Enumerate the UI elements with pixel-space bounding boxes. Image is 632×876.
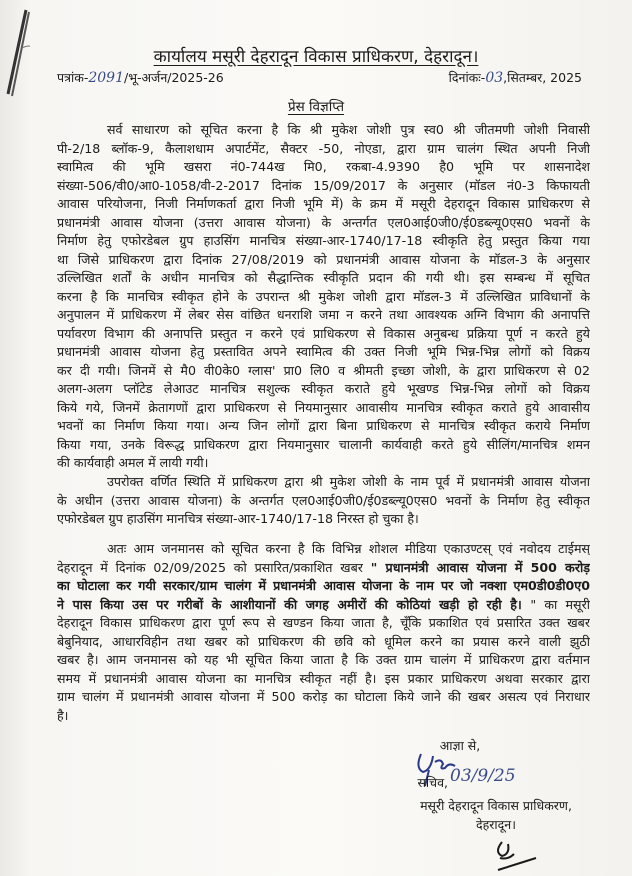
text-segment: है। <box>57 707 69 723</box>
authority-name: मसूरी देहरादून विकास प्राधिकरण, <box>420 798 572 813</box>
text-segment: के अधीन (उत्तरा आवास योजना) के अन्तर्गत एल0आई0जी0/ई0डब्ल्यू0एस0 भवनों के निर्माण हेतु स्वीकृत <box>57 492 590 508</box>
text-segment: खबर है। आम जनमानस को यह भी सूचित किया जाता है कि उक्त ग्राम चालंग में प्राधिकरण द्वारा वर्तमान <box>57 652 590 667</box>
text-line <box>57 362 590 381</box>
text-segment: अनुपालन में प्राधिकरण में लेबर सेस वांछित धनराशि जमा न करने तथा आवश्यक अग्नि विभाग की अनापत्ति <box>57 307 590 322</box>
text-line <box>57 651 590 670</box>
text-segment: बेबुनियाद, आधारविहीन तथा खबर को प्राधिकरण की छवि को धूमिल करने का प्रयास करने वाली झुठी <box>57 633 590 649</box>
text-line <box>57 454 590 473</box>
text-line <box>57 399 590 418</box>
paragraph-rebuttal <box>57 540 590 725</box>
text-segment: देहरादून में दिनांक 02/09/2025 को प्रसारित/प्रकाशित खबर <box>57 559 371 575</box>
text-line <box>57 306 590 325</box>
text-segment: अतः आम जनमानस को सूचित करना है कि विभिन्न शोशल मीडिया एकाउण्टस् एवं नवोदय टाईमस् <box>107 541 590 556</box>
text-segment: उपरोक्त वर्णित स्थिति में प्राधिकरण द्वारा श्री मुकेश जोशी के नाम पूर्व में प्रधानमंत्री आवास योजना <box>107 474 590 489</box>
text-line <box>57 158 590 177</box>
text-segment: संख्या-506/वी0/आ0-1058/वी-2-2017 दिनांक 15/09/2017 के अनुसार (मॉडल नं0-3 किफायती <box>57 177 590 193</box>
text-line <box>57 269 590 288</box>
text-line <box>57 177 590 196</box>
press-release-heading: प्रेस विज्ञप्ति <box>287 99 345 115</box>
text-line <box>57 288 590 307</box>
text-segment: आवास परियोजना, निजी निर्माणकर्ता द्वारा निजी भूमि में) के क्रम में मसूरी देहरादून विकास प्राधिकरण से <box>57 196 590 211</box>
text-segment: की कार्यवाही अमल में लायी गयी। <box>57 455 209 470</box>
text-segment: था जिसे प्राधिकरण द्वारा दिनांक 27/08/2019 को प्रधानमंत्री आवास योजना के मॉडल-3 के अनुसार <box>57 251 590 267</box>
text-line <box>57 670 590 689</box>
text-segment: ग्राम चालंग में प्रधानमंत्री आवास योजना में 500 करोड़ का घोटाला किये जाने की खबर असत्य एवं निराधार <box>57 689 590 704</box>
text-line <box>57 195 590 214</box>
text-segment: किये गये, जिनमें क्रेतागणों द्वारा प्राधिकरण से नियमानुसार आवासीय मानचित्र स्वीकृत कराते हुये आवासीय <box>57 399 590 415</box>
paragraph-cancellation <box>57 473 590 529</box>
designation: सचिव, <box>417 775 448 790</box>
text-line <box>57 121 590 140</box>
office-title: कार्यालय मसूरी देहरादून विकास प्राधिकरण, देहरादून। <box>153 47 479 67</box>
text-line <box>57 343 590 362</box>
text-segment: सर्व साधारण को सूचित करना है कि श्री मुकेश जोशी पुत्र स्व0 श्री जीतमणी जोशी निवासी <box>107 122 590 137</box>
text-line <box>57 325 590 344</box>
text-segment: का घोटाला कर गयी सरकार/ग्राम चालंग में प्रधानमंत्री आवास योजना के नाम पर जो नक्शा एम0डी0डी0ए0 <box>57 578 590 593</box>
text-segment: अलग-अलग प्लॉटेड लेआउट मानचित्र सशुल्क स्वीकृत कराते हुये भूखण्ड भिन्न-भिन्न लोगों को विक्रय <box>57 381 590 396</box>
text-segment: ने पास किया उस पर गरीबों के आशीयानों की जगह अमीरों की कोठियां खड़ी हो रही है। <box>57 596 531 612</box>
text-segment: निर्माण हेतु एफोरडेबल ग्रुप हाउसिंग मानचित्र संख्या-आर-1740/17-18 स्वीकृति हेतु प्रस्तुत किया गया <box>57 233 590 248</box>
text-segment: समय में प्रधानमंत्री आवास योजना का मानचित्र स्वीकृत नहीं है। इस प्रकार प्राधिकरण अथवा सरकार द्वारा <box>57 670 590 686</box>
text-segment: प्रधानमंत्री आवास योजना (उत्तरा आवास योजना) के अन्तर्गत एल0आई0जी0/ई0डब्ल्यू0एस0 भवनों के <box>57 214 590 230</box>
text-line <box>57 214 590 233</box>
text-line <box>57 492 590 511</box>
text-segment: स्वामित्व की भूमि खसरा नं0-744ख मि0, रकबा-4.9390 है0 भूमि पर शासनादेश <box>57 159 590 174</box>
text-segment: पर्यावरण विभाग की अनापत्ति प्रस्तुत न करने एवं प्राधिकरण से विकास अनुबन्ध प्रक्रिया पूर्ण न करते हुये <box>57 325 590 341</box>
text-segment: भवनों का निर्माण किया गया। अन्य जिन लोगों द्वारा बिना प्राधिकरण से मानचित्र स्वीकृत कराये निर्माण <box>57 418 590 433</box>
text-line <box>57 380 590 399</box>
text-segment: कर दी गयी। जिनमें से मै0 वी0के0 ग्लास' प्रा0 लि0 व श्रीमती इच्छा जोशी, के द्वारा प्राधिकरण से 02 <box>57 362 590 378</box>
letter-date: दिनांकः-03,सितम्बर, 2025 <box>448 70 582 86</box>
text-segment: उल्लिखित शर्तों के अधीन मानचित्र को सैद्धान्तिक स्वीकृति प्रदान की गयी थी। इस सम्बन्ध में सूचित <box>57 270 590 285</box>
handwritten-signed-date: 03/9/25 <box>450 766 516 786</box>
text-line <box>57 633 590 652</box>
text-segment: एफोरडेबल ग्रुप हाउसिंग मानचित्र संख्या-आर-1740/17-18 निरस्त हो चुका है। <box>57 511 419 526</box>
text-segment: प्रधानमंत्री आवास योजना हेतु प्रस्तावित अपने स्वामित्व की उक्त निजी भूमि भिन्न-भिन्न लोगों को विक्रय <box>57 344 590 359</box>
text-segment: " का मसूरी <box>530 596 590 612</box>
reference-number: पत्रांक-2091/भू-अर्जन/2025-26 <box>57 70 224 86</box>
text-line <box>57 140 590 159</box>
text-line <box>57 614 590 633</box>
by-order-text: आज्ञा से, <box>439 738 481 753</box>
text-line <box>57 232 590 251</box>
initials-mark-icon <box>490 838 550 874</box>
text-line <box>57 707 590 726</box>
text-line <box>57 540 590 559</box>
text-line <box>57 510 590 529</box>
text-segment: देहरादून विकास प्राधिकरण द्वारा पूर्ण रूप से खण्डन किया जाता है, चूँकि प्रकाशित एवं प्रसारित उक्त खबर <box>57 615 590 630</box>
text-line <box>57 251 590 270</box>
text-line <box>57 596 590 615</box>
text-segment: " प्रधानमंत्री आवास योजना में 500 करोड़ <box>370 559 590 575</box>
paragraph-background <box>57 121 590 473</box>
handwritten-ref-number: 2091 <box>88 70 124 86</box>
text-line <box>57 436 590 455</box>
text-segment: किया गया, उनके विरूद्ध प्राधिकरण द्वारा नियमानुसार चालानी कार्यवाही करते हुये सीलिंग/मानचित्र शमन <box>57 436 590 452</box>
text-segment: पी-2/18 ब्लॉक-9, कैलाशधाम अपार्टमेंट, सैक्टर -50, नोएडा, द्वारा ग्राम चालंग स्थित अपनी निजी <box>57 140 590 156</box>
text-line <box>57 559 590 578</box>
text-line <box>57 577 590 596</box>
text-line <box>57 417 590 436</box>
text-segment: करना है कि मानचित्र स्वीकृत होने के उपरान्त श्री मुकेश जोशी द्वारा मॉडल-3 में उल्लिखित प्राविधानों के <box>57 288 590 304</box>
text-line <box>57 473 590 492</box>
authority-city: देहरादून। <box>476 817 516 832</box>
handwritten-date-day: 03 <box>485 70 504 86</box>
text-line <box>57 688 590 707</box>
